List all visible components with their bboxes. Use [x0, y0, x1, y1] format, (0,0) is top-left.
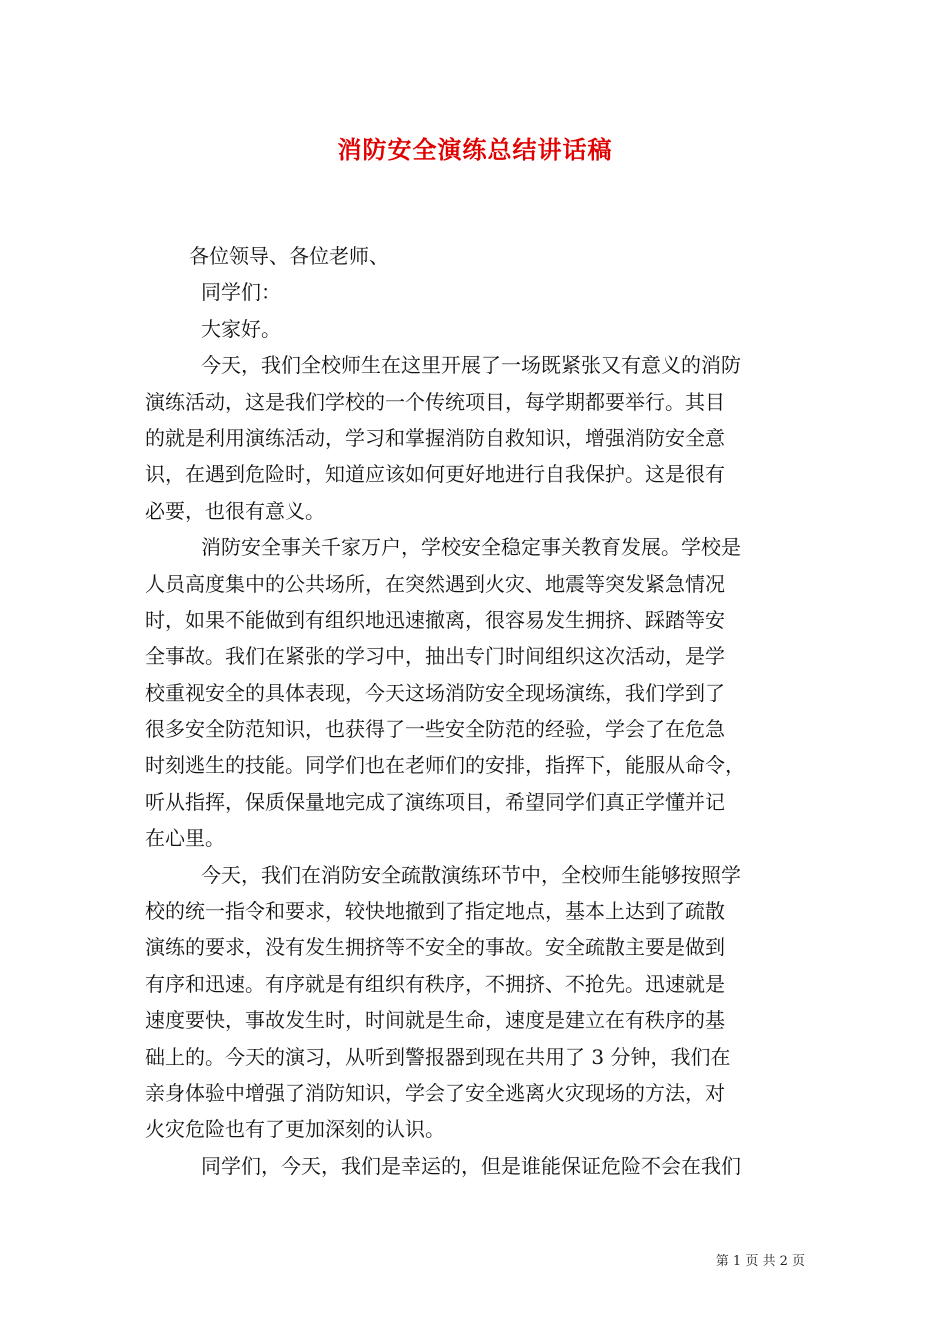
paragraph-line: 有序和迅速。有序就是有组织有秩序，不拥挤、不抢先。迅速就是	[145, 971, 725, 996]
paragraph-line: 在心里。	[145, 826, 225, 851]
paragraph-line: 同学们，今天，我们是幸运的，但是谁能保证危险不会在我们	[201, 1153, 741, 1178]
paragraph-line: 火灾危险也有了更加深刻的认识。	[145, 1117, 445, 1142]
paragraph-line: 人员高度集中的公共场所，在突然遇到火灾、地震等突发紧急情况	[145, 571, 725, 596]
paragraph-line: 时刻逃生的技能。同学们也在老师们的安排，指挥下，能服从命令，	[145, 753, 745, 778]
paragraph-line: 速度要快，事故发生时，时间就是生命，速度是建立在有秩序的基	[145, 1008, 725, 1033]
paragraph-line: 础上的。今天的演习，从听到警报器到现在共用了 3 分钟，我们在	[145, 1044, 731, 1069]
paragraph-line: 全事故。我们在紧张的学习中，抽出专门时间组织这次活动，是学	[145, 644, 725, 669]
salutation-line: 同学们：	[201, 280, 281, 305]
greeting-line: 大家好。	[201, 316, 281, 341]
paragraph-line: 亲身体验中增强了消防知识，学会了安全逃离火灾现场的方法，对	[145, 1080, 725, 1105]
document-title: 消防安全演练总结讲话稿	[337, 135, 613, 164]
paragraph-line: 校的统一指令和要求，较快地撤到了指定地点，基本上达到了疏散	[145, 899, 725, 924]
paragraph-line: 演练的要求，没有发生拥挤等不安全的事故。安全疏散主要是做到	[145, 935, 725, 960]
paragraph-line: 今天，我们在消防安全疏散演练环节中，全校师生能够按照学	[201, 862, 741, 887]
paragraph-line: 听从指挥，保质保量地完成了演练项目，希望同学们真正学懂并记	[145, 789, 725, 814]
page-number: 第 1 页 共 2 页	[715, 1254, 805, 1269]
salutation-line: 各位领导、各位老师、	[189, 244, 389, 268]
paragraph-line: 时，如果不能做到有组织地迅速撤离，很容易发生拥挤、踩踏等安	[145, 607, 725, 632]
paragraph-line: 很多安全防范知识，也获得了一些安全防范的经验，学会了在危急	[145, 717, 725, 742]
paragraph-line: 校重视安全的具体表现，今天这场消防安全现场演练，我们学到了	[145, 680, 725, 705]
paragraph-line: 的就是利用演练活动，学习和掌握消防自救知识，增强消防安全意	[145, 425, 725, 450]
paragraph-line: 消防安全事关千家万户，学校安全稳定事关教育发展。学校是	[201, 535, 741, 560]
document-body	[145, 238, 805, 1184]
paragraph-line: 识，在遇到危险时，知道应该如何更好地进行自我保护。这是很有	[145, 462, 725, 487]
paragraph-line: 必要，也很有意义。	[145, 498, 325, 523]
paragraph-line: 今天，我们全校师生在这里开展了一场既紧张又有意义的消防	[201, 353, 741, 378]
paragraph-line: 演练活动，这是我们学校的一个传统项目，每学期都要举行。其目	[145, 389, 725, 414]
